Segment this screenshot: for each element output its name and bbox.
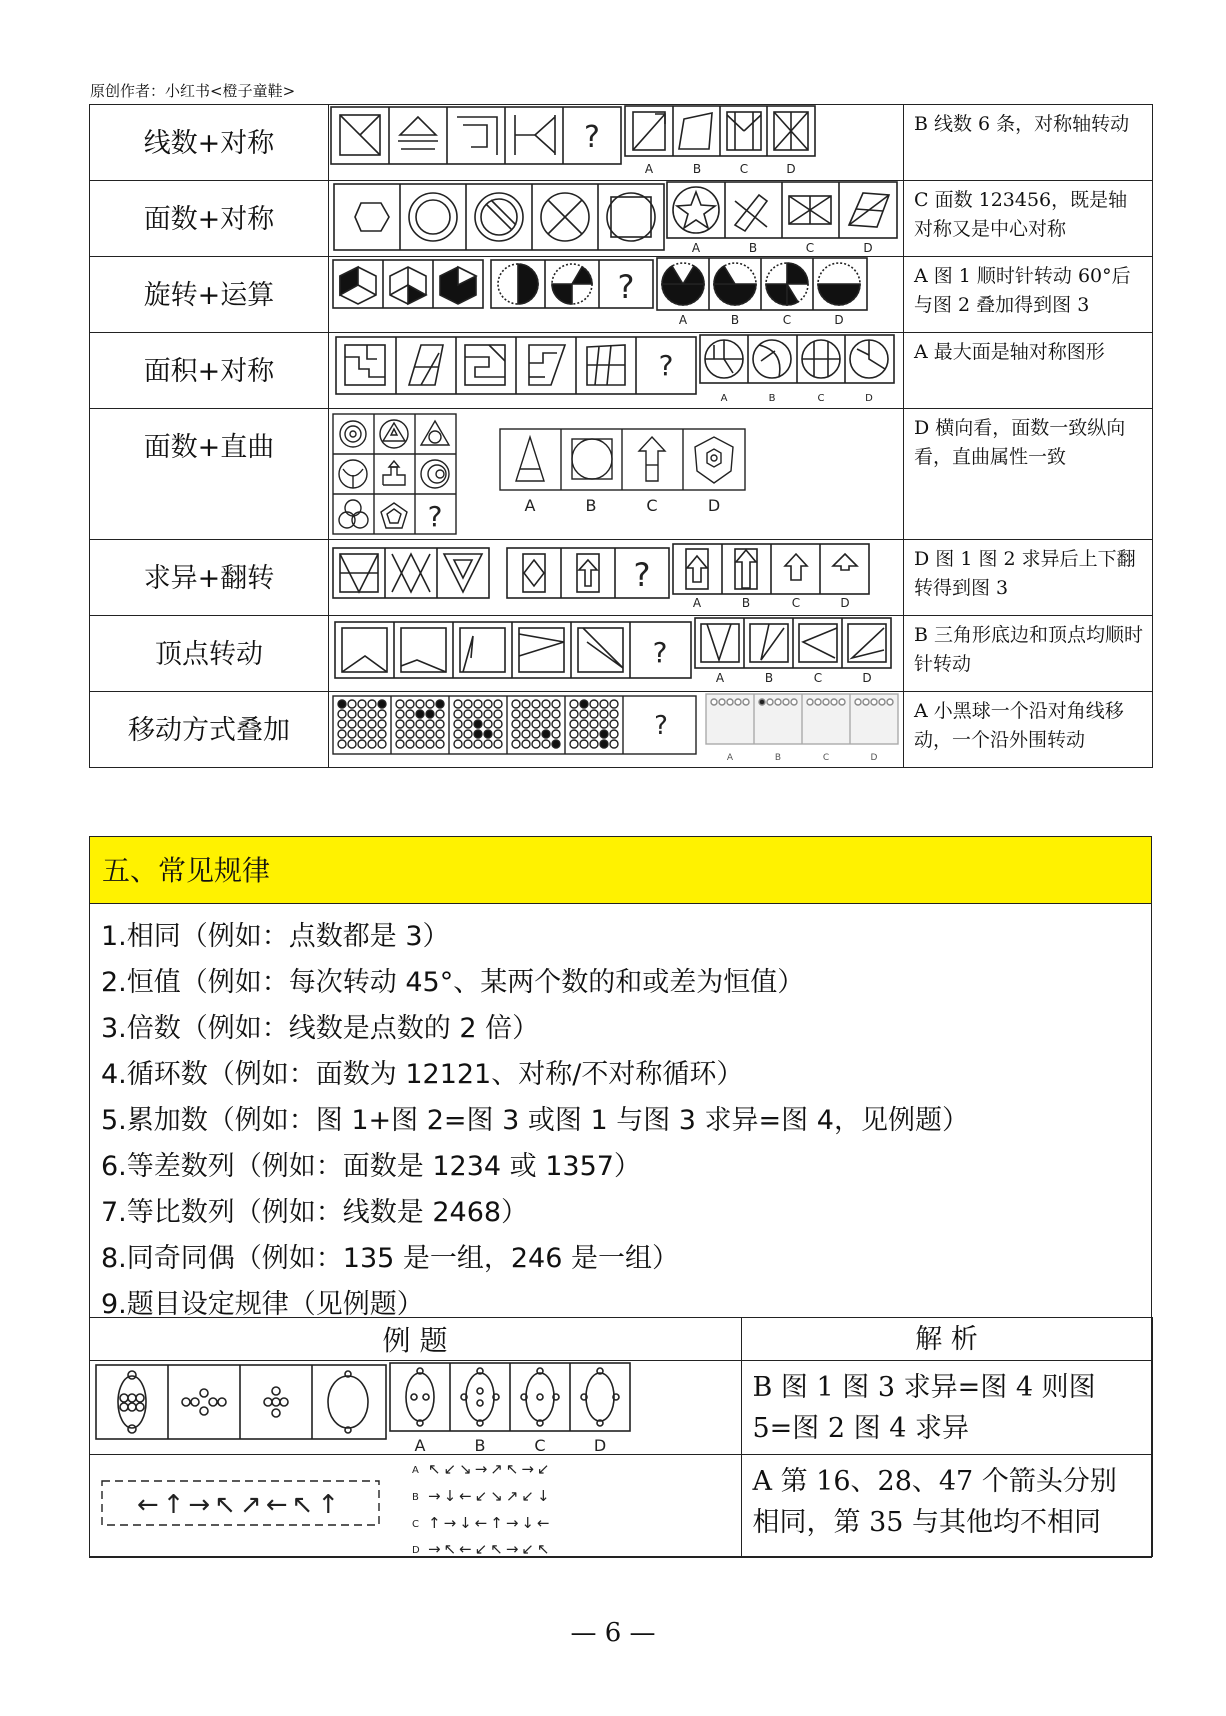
dot [590, 700, 598, 708]
dot [406, 700, 414, 708]
section-title: 五、常见规律 [90, 837, 1151, 904]
dot [368, 730, 376, 738]
dot [522, 700, 530, 708]
figure-cell [329, 333, 904, 409]
dot [378, 730, 386, 738]
dot [464, 710, 472, 718]
dot [532, 700, 540, 708]
dot [570, 740, 578, 748]
rules-list [90, 904, 1151, 1328]
figure-movement-overlay [329, 692, 904, 768]
question-mark: ? [427, 500, 443, 533]
dot [610, 700, 618, 708]
example-header: 例 题 [89, 1318, 741, 1361]
option-label: D [840, 596, 850, 610]
figure-cell [329, 616, 904, 692]
dot [580, 720, 588, 728]
dot [610, 710, 618, 718]
dot [542, 700, 550, 708]
analysis-cell: B 线数 6 条，对称轴转动 [904, 105, 1153, 181]
dot [719, 699, 725, 705]
option-label: D [411, 1545, 420, 1556]
dot [512, 740, 520, 748]
figure-line-symmetry [329, 105, 904, 181]
dot [580, 700, 588, 708]
table-row [89, 1455, 1152, 1557]
dot [396, 720, 404, 728]
dot [484, 710, 492, 718]
dot [396, 740, 404, 748]
dot [484, 720, 492, 728]
dot [711, 699, 717, 705]
list-item: 8.同奇同偶（例如：135 是一组，246 是一组） [101, 1243, 679, 1274]
option-label: A [691, 241, 701, 255]
dot [879, 699, 885, 705]
list-item: 1.相同（例如：点数都是 3） [101, 921, 450, 952]
dot [464, 720, 472, 728]
category-cell: 面数+对称 [90, 181, 329, 257]
dot [494, 700, 502, 708]
option-label: B [585, 496, 597, 515]
dot [378, 740, 386, 748]
dot [406, 730, 414, 738]
example-figure-ellipses [90, 1361, 742, 1455]
dot [570, 700, 578, 708]
dot [426, 720, 434, 728]
dot [522, 720, 530, 728]
dot [454, 720, 462, 728]
dot [600, 710, 608, 718]
dot [775, 699, 781, 705]
dot [791, 699, 797, 705]
figure-vertex-rotation [329, 616, 904, 692]
analysis-cell: B 三角形底边和顶点均顺时针转动 [904, 616, 1153, 692]
option-label: C [805, 241, 815, 255]
dot [532, 710, 540, 718]
list-item: 2.恒值（例如：每次转动 45°、某两个数的和或差为恒值） [101, 967, 805, 998]
dot [454, 740, 462, 748]
category-cell: 面积+对称 [90, 333, 329, 409]
option-label: A [678, 313, 688, 327]
dot [338, 700, 346, 708]
dot [600, 720, 608, 728]
dot [767, 699, 773, 705]
dot [358, 740, 366, 748]
option-label: C [411, 1519, 419, 1530]
dot [338, 740, 346, 748]
dot [464, 700, 472, 708]
dot [474, 700, 482, 708]
dot [406, 710, 414, 718]
table-row [90, 409, 1153, 540]
dot [396, 710, 404, 718]
analysis-cell: A 小黑球一个沿对角线移动，一个沿外围转动 [904, 692, 1153, 768]
option-label: D [834, 313, 844, 327]
dot [727, 699, 733, 705]
question-mark: ? [584, 120, 600, 155]
dot [552, 730, 560, 738]
dot [815, 699, 821, 705]
dot [436, 730, 444, 738]
dot [494, 720, 502, 728]
dot [542, 710, 550, 718]
example-analysis: B 图 1 图 3 求异=图 4 则图 5=图 2 图 4 求异 [741, 1361, 1152, 1455]
option-arrows: →↖←↙↖→↙↖ [427, 1540, 553, 1557]
table-row [90, 181, 1153, 257]
dot [436, 710, 444, 718]
analysis-cell: D 横向看，面数一致纵向看，直曲属性一致 [904, 409, 1153, 540]
option-label: B [748, 241, 758, 255]
category-cell: 面数+直曲 [90, 409, 329, 540]
option-label: C [817, 393, 825, 404]
dot [759, 699, 765, 705]
dot [406, 720, 414, 728]
dot [494, 710, 502, 718]
dot [743, 699, 749, 705]
question-mark: ? [654, 711, 668, 741]
analysis-cell: D 图 1 图 2 求异后上下翻转得到图 3 [904, 540, 1153, 616]
dot [368, 720, 376, 728]
dot [590, 740, 598, 748]
figure-cell [329, 105, 904, 181]
category-cell: 顶点转动 [90, 616, 329, 692]
option-label: D [865, 393, 873, 404]
common-rules-section [89, 836, 1152, 1558]
dot [348, 730, 356, 738]
examples-table [89, 1317, 1153, 1557]
example-figure-cell [89, 1361, 741, 1455]
dot [887, 699, 893, 705]
figure-cell [329, 692, 904, 768]
dot [522, 710, 530, 718]
list-item: 9.题目设定规律（见例题） [101, 1289, 424, 1320]
dot [570, 710, 578, 718]
option-arrows: ↖↙↘→↗↖→↙ [427, 1460, 553, 1478]
question-arrows: ←↑→↖↗←↖↑ [136, 1490, 343, 1520]
dot [416, 700, 424, 708]
dot [416, 710, 424, 718]
option-label: B [474, 1436, 485, 1455]
figure-area-symmetry [329, 333, 904, 409]
dot [580, 710, 588, 718]
figure-face-straight-curve [329, 409, 904, 540]
figure-cell [329, 181, 904, 257]
dot [610, 740, 618, 748]
dot [454, 730, 462, 738]
option-label: B [730, 313, 740, 327]
option-label: B [764, 671, 774, 685]
dot [831, 699, 837, 705]
dot [426, 730, 434, 738]
category-cell: 移动方式叠加 [90, 692, 329, 768]
dot [348, 720, 356, 728]
dot [590, 720, 598, 728]
dot [590, 710, 598, 718]
dot [610, 720, 618, 728]
option-label: D [707, 496, 721, 515]
dot [871, 699, 877, 705]
dot [426, 740, 434, 748]
dot [464, 730, 472, 738]
table-row [90, 105, 1153, 181]
example-figure-arrows [90, 1455, 742, 1557]
example-figure-cell [89, 1455, 741, 1557]
dot [396, 700, 404, 708]
list-item: 4.循环数（例如：面数为 12121、对称/不对称循环） [101, 1059, 744, 1090]
author-credit: 原创作者：小红书<橙子童鞋> [90, 82, 296, 100]
dot [600, 740, 608, 748]
dot [512, 710, 520, 718]
dot [474, 740, 482, 748]
dot [416, 730, 424, 738]
list-item: 7.等比数列（例如：线数是 2468） [101, 1197, 529, 1228]
dot [358, 730, 366, 738]
dot [494, 740, 502, 748]
option-arrows: →↓←↙↘↗↙↓ [427, 1487, 553, 1505]
category-cell: 线数+对称 [90, 105, 329, 181]
analysis-cell: C 面数 123456，既是轴对称又是中心对称 [904, 181, 1153, 257]
dot [358, 710, 366, 718]
dot [863, 699, 869, 705]
option-label: A [720, 393, 728, 404]
dot [348, 710, 356, 718]
option-label: B [411, 1492, 419, 1503]
question-mark: ? [658, 349, 674, 382]
figure-cell [329, 257, 904, 333]
dot [532, 730, 540, 738]
dot [552, 700, 560, 708]
figure-rotation-operation [329, 257, 904, 333]
dot [454, 700, 462, 708]
option-label: C [813, 671, 823, 685]
option-label: C [822, 753, 830, 763]
option-label: A [524, 496, 536, 515]
figure-cell [329, 540, 904, 616]
option-label: C [533, 1436, 546, 1455]
dot [436, 700, 444, 708]
dot [512, 700, 520, 708]
question-mark: ? [617, 268, 635, 306]
dot [600, 700, 608, 708]
dot [735, 699, 741, 705]
list-item: 6.等差数列（例如：面数是 1234 或 1357） [101, 1151, 641, 1182]
option-label: A [414, 1436, 425, 1455]
list-item: 5.累加数（例如：图 1+图 2=图 3 或图 1 与图 3 求异=图 4，见例题） [101, 1105, 969, 1136]
table-row [90, 616, 1153, 692]
rules-table [89, 104, 1153, 768]
dot [570, 720, 578, 728]
dot [552, 740, 560, 748]
dot [552, 710, 560, 718]
option-label: B [774, 753, 782, 763]
option-label: D [862, 671, 872, 685]
dot [416, 720, 424, 728]
dot [522, 730, 530, 738]
dot [570, 730, 578, 738]
figure-cell [329, 409, 904, 540]
analysis-header: 解 析 [741, 1318, 1152, 1361]
dot [348, 700, 356, 708]
dot [338, 710, 346, 718]
dot [823, 699, 829, 705]
option-label: C [791, 596, 801, 610]
category-cell: 旋转+运算 [90, 257, 329, 333]
dot [406, 740, 414, 748]
option-label: D [870, 753, 878, 763]
dot [512, 730, 520, 738]
dot [494, 730, 502, 738]
dot [348, 740, 356, 748]
list-item: 3.倍数（例如：线数是点数的 2 倍） [101, 1013, 540, 1044]
dot [338, 730, 346, 738]
dot [855, 699, 861, 705]
dot [610, 730, 618, 738]
option-label: A [644, 162, 654, 176]
option-label: B [768, 393, 776, 404]
option-label: C [782, 313, 792, 327]
dot [368, 700, 376, 708]
dot [436, 720, 444, 728]
dot [474, 710, 482, 718]
dot [839, 699, 845, 705]
dot [426, 700, 434, 708]
dot [368, 710, 376, 718]
dot [542, 720, 550, 728]
dot [600, 730, 608, 738]
option-label: B [741, 596, 751, 610]
table-row [89, 1361, 1152, 1455]
option-arrows: ↑→↓←↑→↓← [427, 1514, 553, 1532]
option-label: B [692, 162, 702, 176]
dot [464, 740, 472, 748]
dot [580, 730, 588, 738]
figure-difference-flip [329, 540, 904, 616]
dot [454, 710, 462, 718]
option-label: A [411, 1465, 419, 1476]
question-mark: ? [652, 636, 668, 669]
dot [807, 699, 813, 705]
dot [542, 730, 550, 738]
option-label: C [739, 162, 749, 176]
option-label: A [715, 671, 725, 685]
option-label: A [692, 596, 702, 610]
analysis-cell: A 图 1 顺时针转动 60°后与图 2 叠加得到图 3 [904, 257, 1153, 333]
dot [368, 740, 376, 748]
option-label: D [863, 241, 873, 255]
dot [512, 720, 520, 728]
dot [532, 740, 540, 748]
table-row [90, 540, 1153, 616]
dot [484, 730, 492, 738]
dot [426, 710, 434, 718]
dot [552, 720, 560, 728]
table-row [90, 257, 1153, 333]
dot [542, 740, 550, 748]
dot [378, 720, 386, 728]
page-number: — 6 — [570, 1618, 656, 1648]
dot [484, 740, 492, 748]
dot [338, 720, 346, 728]
analysis-cell: A 最大面是轴对称图形 [904, 333, 1153, 409]
dot [396, 730, 404, 738]
dot [436, 740, 444, 748]
dot [358, 720, 366, 728]
example-analysis: A 第 16、28、47 个箭头分别相同，第 35 与其他均不相同 [741, 1455, 1152, 1557]
dot [378, 710, 386, 718]
figure-face-symmetry [329, 181, 904, 257]
question-mark: ? [633, 556, 651, 594]
option-label: D [593, 1436, 606, 1455]
option-label: A [726, 753, 734, 763]
dot [474, 730, 482, 738]
dot [484, 700, 492, 708]
dot [378, 700, 386, 708]
dot [783, 699, 789, 705]
dot [474, 720, 482, 728]
dot [522, 740, 530, 748]
table-row [90, 333, 1153, 409]
option-label: C [646, 496, 658, 515]
option-label: D [786, 162, 796, 176]
dot [358, 700, 366, 708]
table-row [90, 692, 1153, 768]
category-cell: 求异+翻转 [90, 540, 329, 616]
dot [580, 740, 588, 748]
table-row [89, 1318, 1152, 1361]
dot [416, 740, 424, 748]
dot [532, 720, 540, 728]
dot [590, 730, 598, 738]
